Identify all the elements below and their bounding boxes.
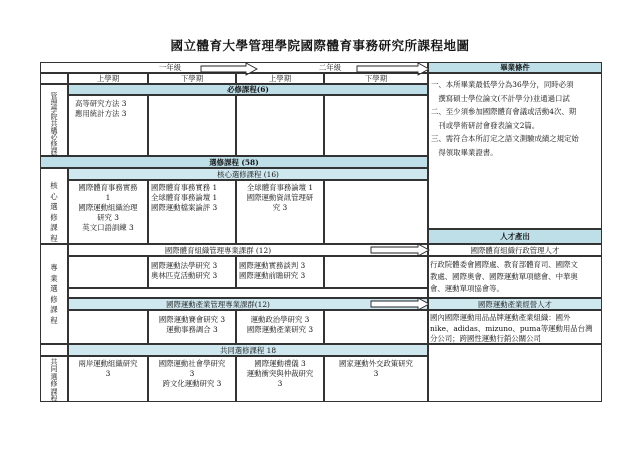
right-bottom-blank (428, 344, 602, 402)
common-y2s2-courses: 國家運動外交政策研究 3 (324, 356, 428, 402)
talent1-text: 行政院體委會國際處、教育部體育司、國際文 教處、國際奧會、國際運動單項總會、中華奧 會、運動單項協會等。 (428, 256, 602, 298)
required-y2s1-cell (236, 95, 324, 156)
group2-y1s1-cell (68, 310, 148, 344)
group2-y1s2-courses: 國際運動賽會研究 3 運動事務調合 3 (148, 310, 236, 344)
required-courses-band: 必修課程(6) (68, 84, 428, 95)
core-y2s2-cell (324, 180, 428, 244)
common-elective-category-label: 共 同 選 修 課 程 (40, 356, 68, 402)
group1-arrow-icon (370, 244, 430, 256)
core-elective-band: 核心選修課程 (16) (68, 168, 428, 180)
y1-second-semester-header: 下學期 (148, 73, 236, 84)
talent2-text: 國內國際運動用品品牌運動產業組織：國外 nike、adidas、mizuno、puma等運動用品台灣 分公司；跨國性運動行銷公關公司 (428, 310, 602, 344)
required-y1s1-courses: 高等研究方法 3 應用統計方法 3 (68, 95, 148, 156)
y1-first-semester-header: 上學期 (68, 73, 148, 84)
common-y1s1-courses: 兩岸運動組織研究 3 (68, 356, 148, 402)
elective-courses-band: 選修課程 (58) (40, 156, 428, 168)
y2-first-semester-header: 上學期 (236, 73, 324, 84)
required-y1s2-cell (148, 95, 236, 156)
y2-second-semester-header: 下學期 (324, 73, 428, 84)
group2-y2s2-cell (324, 310, 428, 344)
core-y1s1-courses: 國際體育事務實務 1 國際運動組織治理 研究 3 英文口語訓練 3 (68, 180, 148, 244)
talent-output-header: 人才產出 (428, 229, 602, 244)
common-left-blank (40, 344, 68, 356)
year2-label: 二年級 (318, 63, 342, 72)
group1-y2s2-cell (324, 256, 428, 288)
year1-label: 一年級 (158, 63, 182, 72)
graduation-conditions-text: 一、本所畢業最低學分為36學分，同時必須 撰寫碩士學位論文(不計學分)並通過口試 二、至少須參加國際體育會議或活動4次、期 刊或學術研討會發表論文2篇。 三、需符合本所訂定之語文測驗成績之規定始 得領取畢業證書。 (428, 73, 602, 229)
group1-band: 國際體育組織管理專業課群 (12) (68, 244, 428, 256)
group-spacer-row (68, 288, 428, 298)
professional-elective-category-label: 專 業 選 修 課 程 (40, 244, 68, 344)
group1-y2s1-courses: 國際運動實務談判 3 國際運動前瞻研究 3 (236, 256, 324, 288)
category-header-cell (40, 73, 68, 84)
core-y2s1-courses: 全球體育事務論壇 1 國際運動資訊管理研 究 3 (236, 180, 324, 244)
page-title: 國立體育大學管理學院國際體育事務研究所課程地圖 (170, 38, 470, 53)
group2-y2s1-courses: 運動政治學研究 3 國際運動產業研究 3 (236, 310, 324, 344)
group2-band: 國際運動產業管理專業課群(12) (68, 298, 428, 310)
talent1-band: 國際體育組織行政管理人才 (428, 244, 602, 256)
common-y1s2-courses: 國際運動社會學研究 3 跨文化運動研究 3 (148, 356, 236, 402)
required-y2s2-cell (324, 95, 428, 156)
group1-y1s1-cell (68, 256, 148, 288)
common-y2s1-courses: 國際運動禮儀 3 運動衝突與仲裁研究 3 (236, 356, 324, 402)
graduation-conditions-header: 畢業條件 (428, 62, 602, 73)
group1-y1s2-courses: 國際運動法學研究 3 奧林匹克活動研究 3 (148, 256, 236, 288)
common-elective-band: 共同選修課程 18 (68, 344, 428, 356)
talent2-band: 國際運動產業經營人才 (428, 298, 602, 310)
core-y1s2-courses: 國際體育事務實務 1 全球體育事務論壇 1 國際運動檔案論評 3 (148, 180, 236, 244)
core-elective-category-label: 核 心 選 修 課 程 (40, 168, 68, 244)
required-category-label: 管 理 學 院 共 構 必 修 課 (40, 84, 68, 156)
group2-arrow-icon (370, 298, 430, 310)
curriculum-table (40, 62, 602, 402)
